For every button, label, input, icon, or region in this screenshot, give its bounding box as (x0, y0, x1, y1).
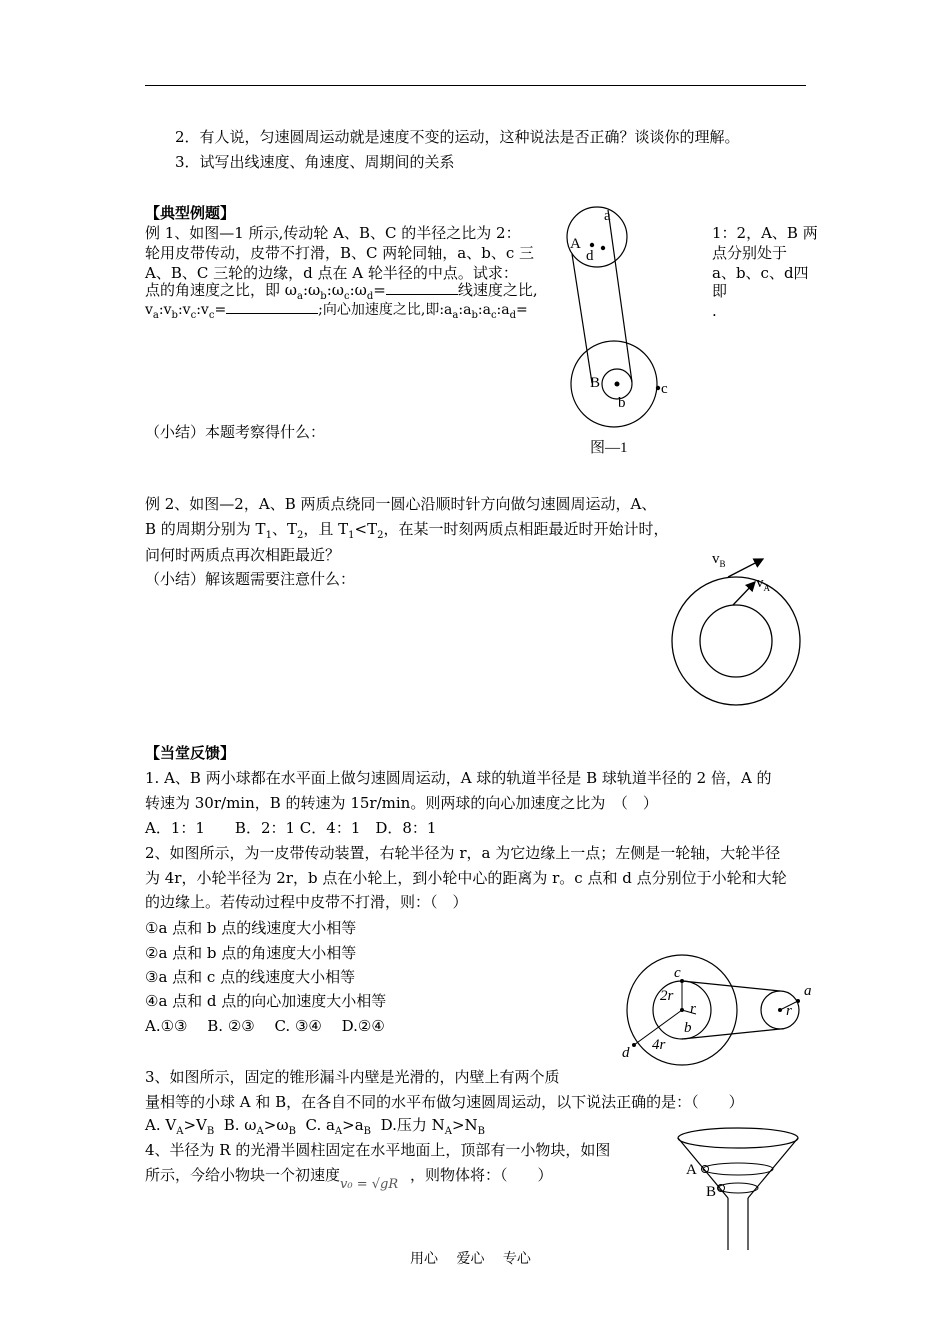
ex2-summary: （小结）解该题需要注意什么： (145, 570, 356, 588)
p2-line1: 2、如图所示，为一皮带传动装置，右轮半径为 r，a 为它边缘上一点；左侧是一轮轴，大轮半径 (145, 844, 781, 862)
ex2-line3: 问何时两质点再次相距最近？ (145, 546, 341, 564)
p2-statement-1: ①a 点和 b 点的线速度大小相等 (145, 919, 357, 937)
p2-statement-3: ③a 点和 c 点的线速度大小相等 (145, 968, 356, 986)
fig3-label-r-small: r (786, 1003, 792, 1019)
fig3-label-a: a (804, 983, 812, 999)
p4-line2: 所示，今给小物块一个初速度v₀ = √gR，则物体将：（ ） (145, 1165, 553, 1187)
page-footer: 用心 爱心 专心 (410, 1251, 531, 1267)
fig3-label-2r: 2r (660, 988, 674, 1004)
ex1-line1: 例 1、如图—1 所示,传动轮 A、B、C 的半径之比为 2： (145, 224, 521, 242)
figure-2 (660, 545, 800, 705)
p2-statement-2: ②a 点和 b 点的角速度大小相等 (145, 944, 357, 962)
ex1-right-5: . (712, 302, 717, 320)
p1-options: A．1：1 B．2：1 C．4：1 D．8：1 (145, 819, 437, 837)
fig1-label-a: a (604, 208, 611, 224)
fig1-label-d: d (586, 248, 594, 264)
examples-heading: 【典型例题】 (145, 204, 236, 222)
ex1-right-3: a、b、c、d四 (712, 264, 809, 282)
ex1-right-4: 即 (712, 282, 728, 300)
p2-statement-4: ④a 点和 d 点的向心加速度大小相等 (145, 992, 387, 1010)
figure-3 (620, 960, 820, 1060)
fig1-caption: 图—1 (590, 440, 628, 456)
p2-line2: 为 4r，小轮半径为 2r，b 点在小轮上，到小轮中心的距离为 r。c 点和 d 点分别位于小轮和大轮 (145, 869, 787, 887)
ex1-line2: 轮用皮带传动，皮带不打滑，B、C 两轮同轴，a、b、c 三 (145, 244, 534, 262)
fig3-label-r: r (690, 1001, 696, 1017)
figure-4 (670, 1120, 800, 1250)
fig4-label-B: B (706, 1184, 717, 1200)
ex1-right-2: 点分别处于 (712, 244, 788, 262)
fig1-label-A: A (570, 236, 581, 252)
figure-1 (560, 200, 680, 460)
p2-line3: 的边缘上。若传动过程中皮带不打滑，则：（ ） (145, 893, 468, 911)
ex2-line2: B 的周期分别为 $T_1$、$T_2$，且 $T_1<T_2$，在某一时刻两质点相距最近时开始计时， (145, 520, 669, 541)
fig3-label-b: b (684, 1020, 692, 1036)
question-2: 2．有人说，匀速圆周运动就是速度不变的运动，这种说法是否正确？谈谈你的理解。 (175, 128, 740, 146)
p1-line1: 1. A、B 两小球都在水平面上做匀速圆周运动，A 球的轨道半径是 B 球轨道半径的 2 倍，A 的 (145, 769, 772, 787)
p4-formula: v₀ = √gR (340, 1177, 399, 1192)
ex1-line4: 点的角速度之比，即 $\omega_a:\omega_b:\omega_c:\omega_d=$ 线速度之比, (145, 281, 538, 302)
header-rule (145, 85, 806, 86)
ex2-line1: 例 2、如图—2，A、B 两质点绕同一圆心沿顺时针方向做匀速圆周运动，A、 (145, 495, 657, 513)
ex1-right-1: 1：2，A、B 两 (712, 224, 818, 242)
fig3-label-4r: 4r (652, 1037, 666, 1053)
fig4-label-A: A (686, 1162, 697, 1178)
fig3-label-d: d (622, 1045, 630, 1061)
fig2-label-vA: $v_A$ (756, 575, 770, 593)
p4-line1: 4、半径为 R 的光滑半圆柱固定在水平地面上，顶部有一小物块，如图 (145, 1141, 611, 1159)
fig2-label-vB: $v_B$ (712, 551, 726, 569)
fig1-label-b: b (618, 395, 626, 411)
p3-line2: 量相等的小球 A 和 B，在各自不同的水平布做匀速圆周运动，以下说法正确的是：（ ） (145, 1093, 744, 1111)
question-3: 3．试写出线速度、角速度、周期间的关系 (175, 153, 455, 171)
p1-line2: 转速为 30r/min，B 的转速为 15r/min。则两球的向心加速度之比为 （ ） (145, 794, 658, 812)
fig3-label-c: c (674, 965, 681, 981)
p3-line1: 3、如图所示，固定的锥形漏斗内壁是光滑的，内壁上有两个质 (145, 1068, 560, 1086)
fig1-label-B: B (590, 375, 601, 391)
ex1-line5: $v_a:v_b:v_c:v_c=$ ;向心加速度之比,即$:a_a:a_b:a_c:a_d=$ (145, 299, 528, 326)
ex1-line3: A、B、C 三轮的边缘，d 点在 A 轮半径的中点。试求： (145, 264, 518, 282)
p2-options: A.①③ B. ②③ C. ③④ D.②④ (145, 1017, 385, 1035)
ex1-summary: （小结）本题考察得什么： (145, 423, 326, 441)
feedback-heading: 【当堂反馈】 (145, 744, 236, 762)
fig1-label-c: c (661, 381, 668, 397)
p3-options: A. $V_A>V_B$ B. $\omega_A>\omega_B$ C. $a_A>a_B$ D.压力 $N_A>N_B$ (145, 1116, 486, 1137)
